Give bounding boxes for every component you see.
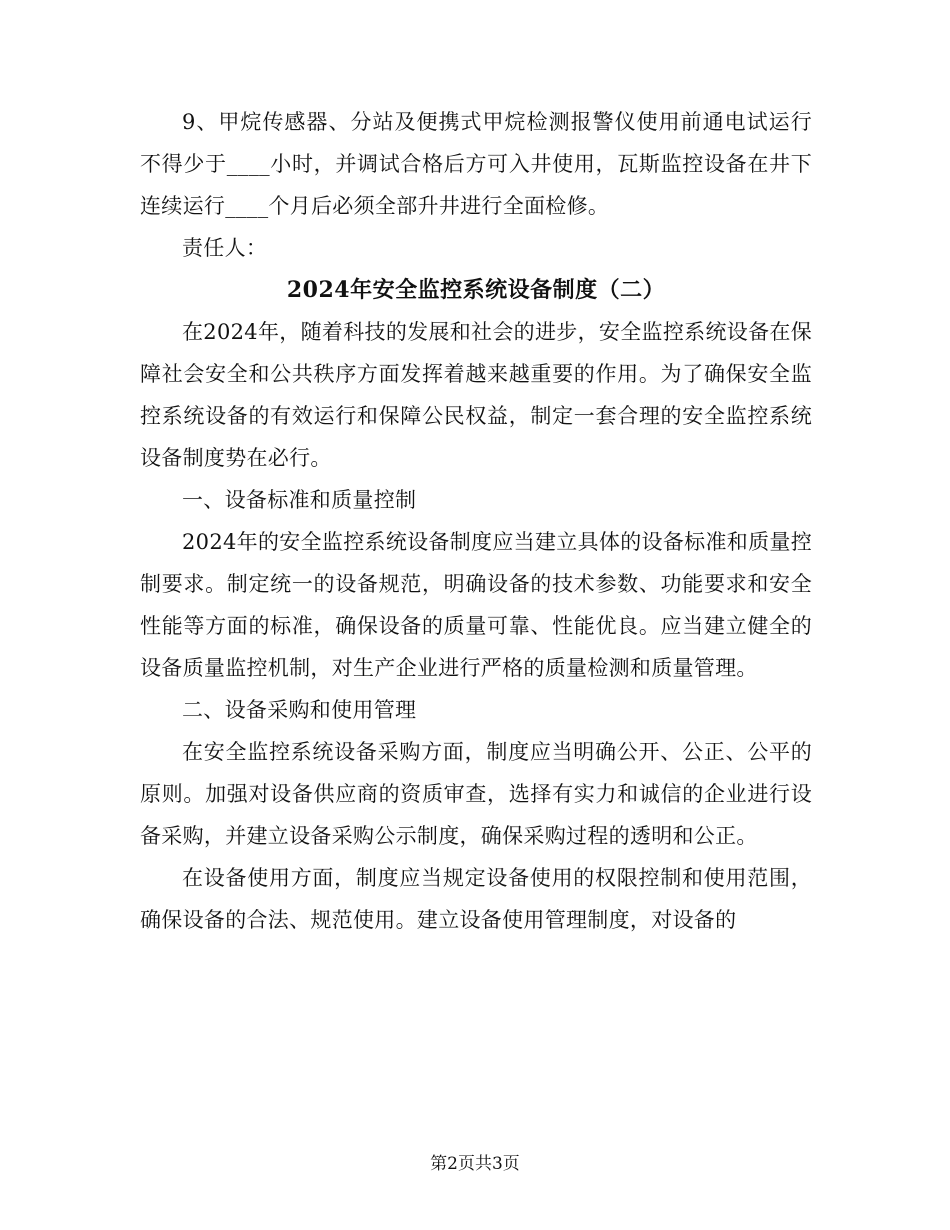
responsible-person-line: 责任人： [182, 236, 268, 260]
intro-paragraph: 在2024年，随着科技的发展和社会的进步，安全监控系统设备在保障社会安全和公共秩序方面发挥着越来越重要的作用。为了确保安全监控系统设备的有效运行和保障公民权益，制定一套合理的安全监控系统设备制度势在必行。 [140, 320, 812, 470]
page-footer [0, 1152, 950, 1176]
paragraph-procurement: 在安全监控系统设备采购方面，制度应当明确公开、公正、公平的原则。加强对设备供应商的资质审查，选择有实力和诚信的企业进行设备采购，并建立设备采购公示制度，确保采购过程的透明和公正。 [140, 740, 812, 848]
heading-equipment-standards: 一、设备标准和质量控制 [182, 488, 417, 512]
page-number-label: 第2页共3页 [430, 1154, 520, 1174]
paragraph-usage: 在设备使用方面，制度应当规定设备使用的权限控制和使用范围，确保设备的合法、规范使用。建立设备使用管理制度，对设备的 [140, 866, 812, 932]
heading-procurement-usage: 二、设备采购和使用管理 [182, 698, 417, 722]
paragraph-item-9: 9、甲烷传感器、分站及便携式甲烷检测报警仪使用前通电试运行不得少于____小时，并调试合格后方可入井使用，瓦斯监控设备在井下连续运行____个月后必须全部升井进行全面检修。 [140, 110, 812, 218]
paragraph-equipment-standards: 2024年的安全监控系统设备制度应当建立具体的设备标准和质量控制要求。制定统一的设备规范，明确设备的技术参数、功能要求和安全性能等方面的标准，确保设备的质量可靠、性能优良。应当建立健全的设备质量监控机制，对生产企业进行严格的质量检测和质量管理。 [140, 530, 812, 680]
section-title: 2024年安全监控系统设备制度（二） [286, 277, 666, 303]
document-body [140, 101, 812, 941]
